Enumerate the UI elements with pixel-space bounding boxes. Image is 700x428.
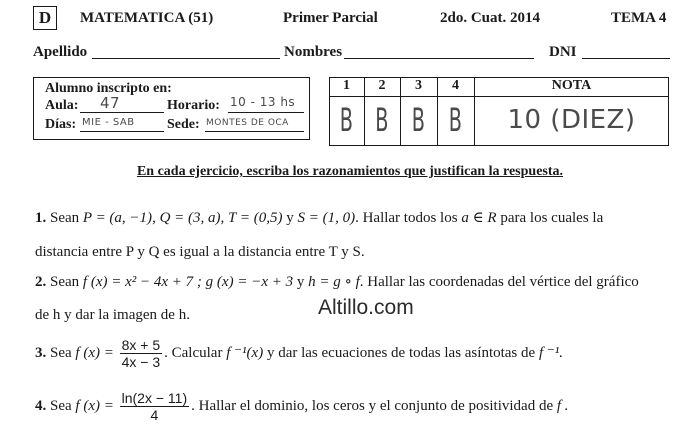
exercise-number: 2.	[35, 274, 47, 290]
dni-field[interactable]	[582, 58, 670, 59]
course-title: MATEMATICA (51)	[80, 10, 214, 26]
exam-term: 2do. Cuat. 2014	[440, 10, 541, 26]
exercise-2-line-2: de h y dar la imagen de h.	[35, 307, 190, 323]
inverse-function: f ⁻¹(x)	[226, 345, 264, 361]
exam-variant: D	[38, 8, 52, 27]
exercise-number: 4.	[35, 398, 47, 414]
exercise-number: 3.	[35, 345, 47, 361]
fraction	[120, 337, 163, 370]
fraction-denominator: 4	[150, 407, 159, 424]
inverse-function: f ⁻¹.	[538, 345, 564, 361]
exam-tema: TEMA 4	[611, 10, 667, 26]
aula-underline	[80, 112, 164, 113]
text: . Hallar el dominio, los ceros y el conjunto de positividad de	[191, 398, 554, 414]
aula-label: Aula:	[45, 98, 79, 113]
sede-value: MONTES DE OCA	[206, 118, 289, 128]
nombres-label: Nombres	[284, 44, 343, 60]
fraction-numerator: ln(2x − 11)	[121, 390, 188, 407]
grade-col-header: 3	[415, 78, 422, 93]
text: Sean	[50, 274, 80, 290]
watermark: Altillo.com	[318, 296, 414, 319]
text: Sean	[50, 210, 80, 226]
nota-header: NOTA	[551, 78, 592, 93]
function-f: f (x) =	[75, 345, 114, 361]
nota-value: 10 (DIEZ)	[507, 105, 636, 135]
function-f: f (x) =	[75, 398, 114, 414]
fraction-denominator: 4x − 3	[121, 354, 161, 371]
text: para los cuales la	[500, 210, 604, 226]
grades-header-divider	[329, 96, 669, 97]
point-t: T = (0,5)	[228, 210, 283, 226]
point-p: P = (a, −1)	[82, 210, 153, 226]
enrollment-title: Alumno inscripto en:	[45, 81, 172, 96]
nombres-field[interactable]	[344, 58, 534, 59]
exercise-1-line-2: distancia entre P y Q es igual a la distancia entre T y S.	[35, 244, 365, 260]
grade-value: B	[375, 101, 389, 139]
apellido-field[interactable]	[92, 58, 280, 59]
text: y	[296, 274, 305, 290]
dni-label: DNI	[549, 44, 577, 60]
apellido-label: Apellido	[33, 44, 88, 60]
exercise-number: 1.	[35, 210, 47, 226]
dias-label: Días:	[45, 117, 77, 132]
function-f: f .	[556, 398, 569, 414]
function-h: h = g ∘ f	[308, 274, 360, 290]
point-q: Q = (3, a)	[159, 210, 221, 226]
sede-label: Sede:	[167, 117, 200, 132]
grade-col-header: 2	[378, 78, 386, 93]
grade-col-header: 4	[452, 78, 459, 93]
dias-underline	[80, 131, 164, 132]
text: y	[286, 210, 294, 226]
grade-value: B	[339, 101, 354, 139]
grade-value: B	[448, 101, 463, 139]
grade-col-header: 1	[343, 78, 350, 93]
text: . Hallar las coordenadas del vértice del gráfico	[359, 274, 639, 290]
sede-underline	[205, 131, 304, 132]
aula-value: 47	[100, 94, 121, 112]
exercise-3	[35, 335, 563, 371]
grade-value: B	[411, 101, 426, 139]
fraction	[120, 390, 190, 423]
text: Sea	[50, 398, 72, 414]
horario-underline	[228, 112, 304, 113]
exam-name: Primer Parcial	[283, 10, 378, 26]
exercise-2	[35, 272, 639, 292]
dias-value: MIE - SAB	[82, 117, 135, 128]
text: . Hallar todos los	[355, 210, 458, 226]
exam-variant-box	[33, 6, 57, 30]
text: y dar las ecuaciones de todas las asíntotas de	[266, 345, 536, 361]
condition: a ∈ R	[461, 210, 497, 226]
exercise-4	[35, 388, 569, 424]
exercise-1: 1. Sean P = (a, −1), Q = (3, a), T = (0,5) y S = (1, 0). Hallar todos los a ∈ R para los cuales la	[35, 210, 604, 226]
text: . Calcular	[164, 345, 223, 361]
instruction-text: En cada ejercicio, escriba los razonamientos que justifican la respuesta.	[136, 164, 564, 179]
fraction-numerator: 8x + 5	[121, 337, 161, 354]
function-f: f (x) = x² − 4x + 7 ;	[82, 274, 202, 290]
function-g: g (x) = −x + 3	[205, 274, 294, 290]
horario-value: 10 - 13 hs	[230, 95, 296, 109]
point-s: S = (1, 0)	[297, 210, 356, 226]
text: Sea	[50, 345, 72, 361]
horario-label: Horario:	[167, 98, 220, 113]
